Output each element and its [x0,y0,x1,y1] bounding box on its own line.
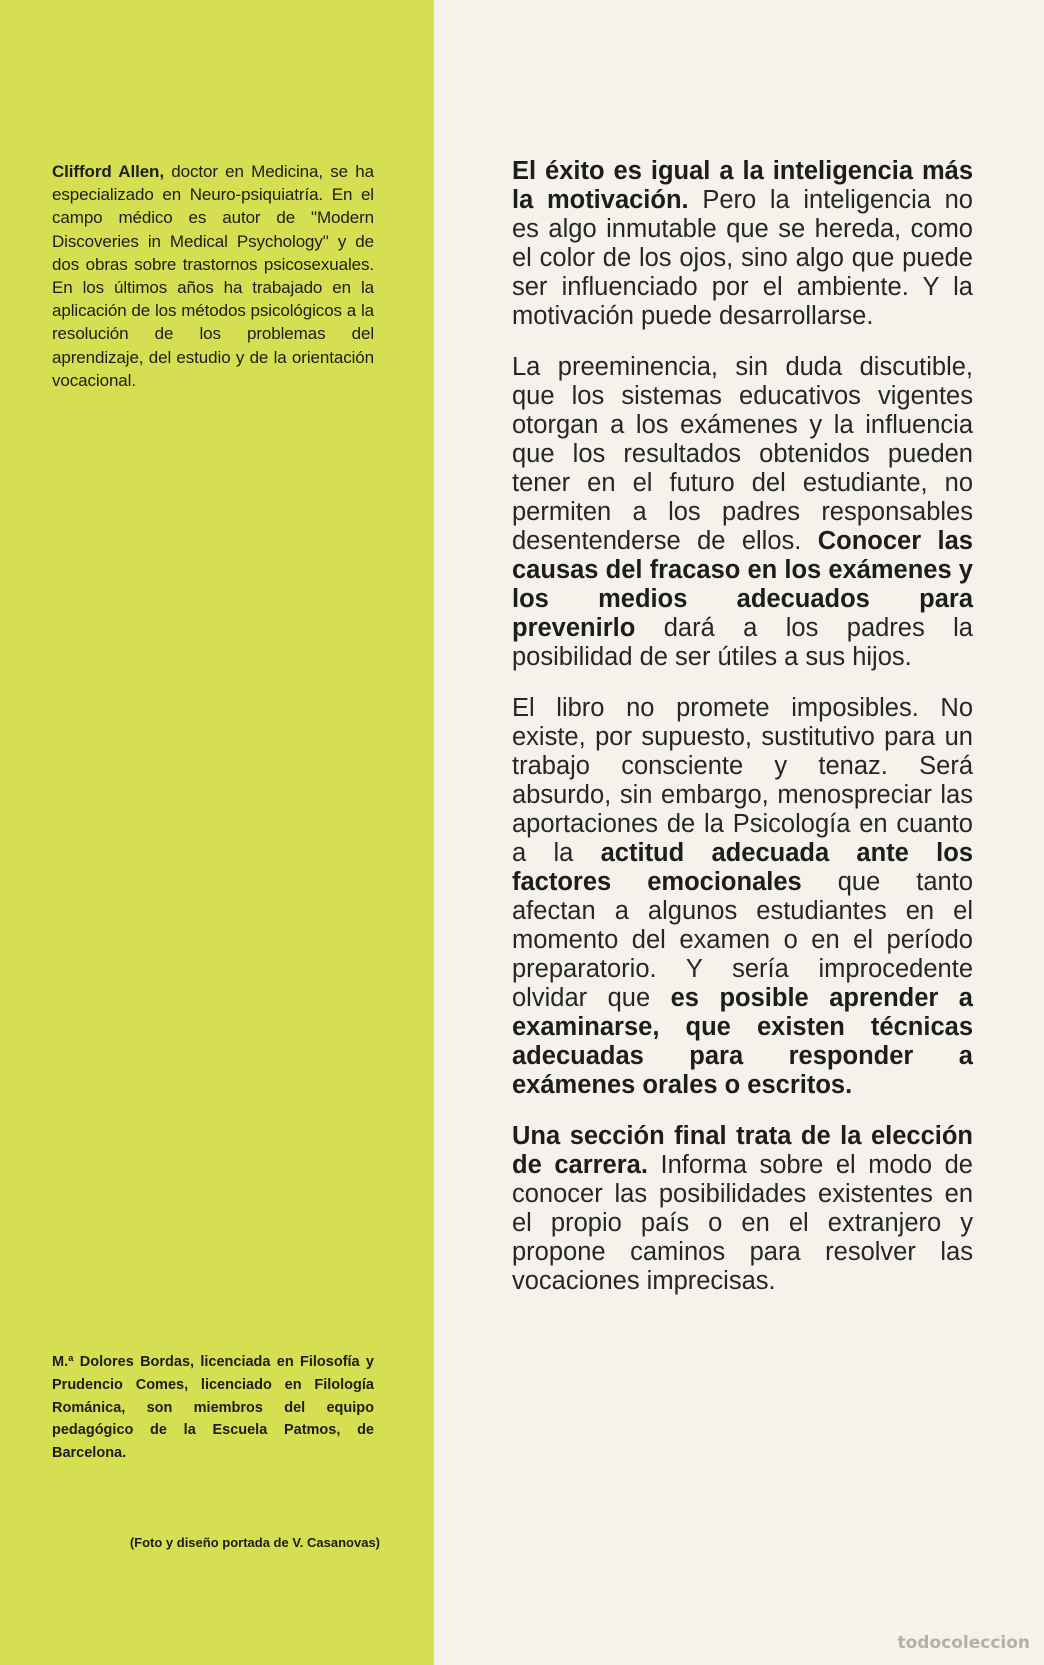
synopsis-p2-tail: dará a los padres la posibilidad de ser útiles a sus hijos. [512,614,973,671]
author-name: Clifford Allen, [52,162,164,181]
synopsis-paragraph-2 [512,353,973,672]
synopsis-paragraph-1 [512,157,973,331]
synopsis-p4-bold: Una sección final trata de la elección de carrera. [512,1122,973,1179]
synopsis-p1-text: Pero la inteligencia no es algo inmutable que se hereda, como el color de los ojos, sino algo que puede ser influenciado por el ambiente. Y la motivación puede desarrollarse. [512,186,973,330]
translators-note: M.ª Dolores Bordas, licenciada en Filosofía y Prudencio Comes, licenciado en Filología Románica, son miembros del equipo pedagógico de la Escuela Patmos, de Barcelona. [52,1354,374,1462]
left-panel [0,0,434,1665]
synopsis-p3-mid: que tanto afectan a algunos estudiantes en el momento del examen o en el período preparatorio. Y sería improcedente olvidar que [512,868,974,1012]
author-bio-text: doctor en Medicina, se ha especializado en Neuro-psiquiatría. En el campo médico es autor de "Modern Discoveries in Medical Psychology" y de dos obras sobre trastornos psicosexuales. En los últimos años ha trabajado en la aplicación de los métodos psicológicos a la resolución de los problemas del aprendizaje, del estudio y de la orientación vocacional. [52,162,375,390]
synopsis-p4-text: Informa sobre el modo de conocer las posibilidades existentes en el propio país o en el extranjero y propone caminos para resolver las vocaciones imprecisas. [512,1151,973,1295]
author-bio [52,160,374,392]
synopsis-p2-bold: Conocer las causas del fracaso en los exámenes y los medios adecuados para prevenirlo [512,527,973,642]
synopsis-p3-bold-1: actitud adecuada ante los factores emocionales [512,839,973,896]
synopsis-paragraph-3 [512,694,973,1100]
synopsis-p3-text: El libro no promete imposibles. No existe, por supuesto, sustitutivo para un trabajo consciente y tenaz. Será absurdo, sin embargo, menospreciar las aportaciones de la Psicología en cuanto a la [512,694,973,867]
synopsis-paragraph-4 [512,1122,973,1296]
synopsis-p3-bold-2: es posible aprender a examinarse, que existen técnicas adecuadas para responder a exámenes orales o escritos. [512,984,973,1099]
synopsis-p1-bold: El éxito es igual a la inteligencia más la motivación. [512,157,973,214]
cover-credits: (Foto y diseño portada de V. Casanovas) [129,1535,380,1550]
synopsis [512,157,973,1318]
watermark: todocoleccion [897,1633,1030,1653]
synopsis-p2-text: La preeminencia, sin duda discutible, que los sistemas educativos vigentes otorgan a los exámenes y la influencia que los resultados obtenidos pueden tener en el futuro del estudiante, no permiten a los padres responsables desentenderse de ellos. [512,353,973,555]
